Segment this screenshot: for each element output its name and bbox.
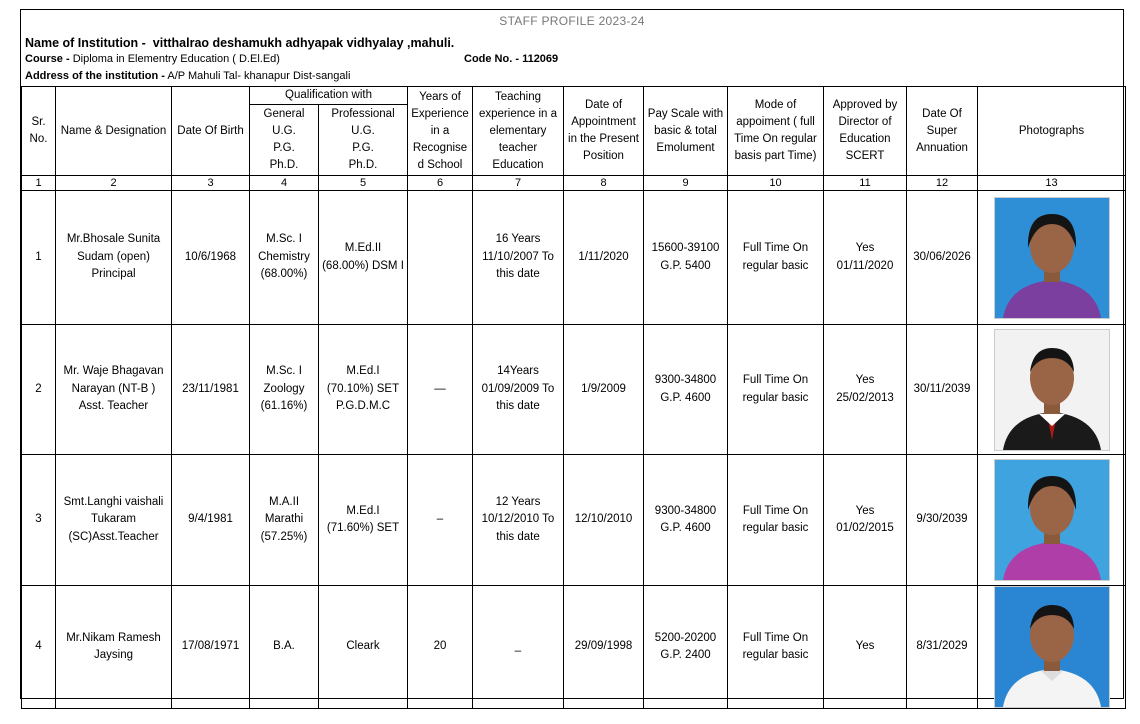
teaching-experience-line: this date — [496, 268, 540, 281]
person-photo-icon — [994, 586, 1110, 708]
years-experience — [408, 325, 473, 455]
superannuation-date — [907, 586, 978, 709]
sr-number-line: 2 — [35, 382, 42, 395]
appointment-mode-line: Full Time On — [742, 504, 809, 517]
sr-number — [22, 325, 56, 455]
general-qualification — [250, 455, 319, 586]
column-number: 10 — [728, 176, 824, 191]
general-qualification-line: (57.25%) — [260, 530, 308, 543]
general-qualification-line: M.Sc. I — [266, 233, 302, 246]
appointment-mode — [728, 455, 824, 586]
teaching-experience-line: 14Years — [497, 365, 539, 378]
professional-qualification-line: P.G.D.M.C — [335, 400, 391, 413]
years-experience-line: – — [436, 513, 444, 526]
professional-qualification-line: (70.10%) SET — [326, 382, 400, 395]
general-qualification — [250, 325, 319, 455]
column-number: 7 — [473, 176, 564, 191]
photograph-cell — [978, 325, 1126, 455]
photograph-cell — [978, 586, 1126, 709]
header-appointment: Date of Appointment in the Present Position — [564, 87, 644, 176]
professional-qualification — [319, 586, 408, 709]
sr-number — [22, 586, 56, 709]
general-qualification-line: B.A. — [273, 640, 295, 653]
appointment-date-line: 1/9/2009 — [581, 382, 626, 395]
header-general: General U.G. P.G. Ph.D. — [250, 105, 319, 176]
approval-line: Yes — [855, 640, 875, 653]
approval — [824, 191, 907, 325]
name-designation-line: Principal — [91, 268, 136, 281]
name-designation — [56, 191, 172, 325]
teaching-experience-line: 16 Years — [495, 233, 541, 246]
table-row — [22, 455, 1126, 586]
years-experience-line: — — [434, 382, 446, 395]
date-of-birth — [172, 455, 250, 586]
general-qualification-line: (68.00%) — [260, 268, 308, 281]
date-of-birth-line: 17/08/1971 — [181, 640, 240, 653]
general-qualification-line: M.A.II — [268, 495, 300, 508]
column-number: 4 — [250, 176, 319, 191]
header-pay: Pay Scale with basic & total Emolument — [644, 87, 728, 176]
course-label: Course - — [25, 53, 70, 65]
appointment-date-line: 12/10/2010 — [574, 513, 633, 526]
name-designation-line: Mr.Bhosale Sunita — [66, 233, 161, 246]
sheet-title: STAFF PROFILE 2023-24 — [499, 14, 645, 28]
superannuation-date — [907, 191, 978, 325]
column-number: 13 — [978, 176, 1126, 191]
column-number: 5 — [319, 176, 408, 191]
approval-line: Yes — [855, 374, 875, 386]
appointment-mode-line: Full Time On — [742, 631, 809, 644]
appointment-mode — [728, 325, 824, 455]
address-line — [25, 70, 350, 82]
table-row — [22, 191, 1126, 325]
general-qualification-line: M.Sc. I — [266, 365, 302, 378]
approval-line: 01/11/2020 — [836, 259, 894, 272]
staff-profile-sheet — [20, 9, 1124, 699]
teaching-experience-line: 11/10/2007 To — [482, 250, 554, 263]
general-qualification-line: Marathi — [264, 513, 304, 526]
teaching-experience-line: this date — [496, 530, 540, 543]
person-photo-icon — [994, 197, 1110, 319]
pay-scale-line: G.P. 5400 — [660, 259, 711, 272]
appointment-date — [564, 455, 644, 586]
header-photos: Photographs — [978, 87, 1126, 176]
person-photo-icon — [994, 329, 1110, 451]
code-line — [464, 53, 558, 65]
header-sr: Sr. No. — [22, 87, 56, 176]
column-number: 12 — [907, 176, 978, 191]
professional-qualification-line: Cleark — [346, 640, 380, 653]
appointment-date — [564, 325, 644, 455]
teaching-experience — [473, 586, 564, 709]
pay-scale — [644, 586, 728, 709]
header-qualification: Qualification with — [250, 87, 408, 105]
appointment-mode-line: regular basic — [742, 391, 809, 404]
pay-scale — [644, 455, 728, 586]
name-designation-line: Mr.Nikam Ramesh — [66, 631, 161, 644]
pay-scale-line: 15600-39100 — [651, 242, 720, 254]
teaching-experience-line: 12 Years — [495, 495, 541, 508]
appointment-mode-line: regular basic — [742, 259, 809, 272]
table-row — [22, 325, 1126, 455]
column-number: 3 — [172, 176, 250, 191]
header-mode: Mode of appoiment ( full Time On regular basis part Time) — [728, 87, 824, 176]
column-number: 9 — [644, 176, 728, 191]
sr-number — [22, 191, 56, 325]
pay-scale-line: 9300-34800 — [654, 374, 717, 386]
name-designation-line: Mr. Waje Bhagavan — [63, 365, 164, 378]
teaching-experience — [473, 191, 564, 325]
approval — [824, 325, 907, 455]
professional-qualification-line: M.Ed.I — [346, 504, 380, 517]
pay-scale-line: G.P. 2400 — [660, 649, 711, 661]
superannuation-date-line: 30/11/2039 — [913, 382, 971, 395]
header-super: Date Of Super Annuation — [907, 87, 978, 176]
appointment-mode — [728, 586, 824, 709]
general-qualification-line: Chemistry — [258, 250, 310, 263]
photograph-cell — [978, 455, 1126, 586]
staff-table — [21, 86, 1126, 709]
name-designation-line: Sudam (open) — [77, 250, 150, 263]
column-number: 6 — [408, 176, 473, 191]
column-number-row — [22, 176, 1126, 191]
professional-qualification — [319, 191, 408, 325]
approval-line: 01/02/2015 — [836, 522, 894, 534]
appointment-date-line: 29/09/1998 — [574, 640, 633, 653]
institution-name: vitthalrao deshamukh adhyapak vidhyalay ,mahuli. — [152, 36, 455, 50]
professional-qualification-line: M.Ed.II — [344, 242, 382, 254]
column-number: 1 — [22, 176, 56, 191]
sr-number-line: 3 — [35, 513, 42, 526]
header-dob: Date Of Birth — [172, 87, 250, 176]
approval-line: Yes — [855, 504, 875, 517]
address-value: A/P Mahuli Tal- khanapur Dist-sangali — [167, 70, 351, 82]
date-of-birth-line: 9/4/1981 — [188, 513, 233, 526]
appointment-date — [564, 191, 644, 325]
teaching-experience-line: 01/09/2009 To — [481, 382, 555, 395]
superannuation-date-line: 9/30/2039 — [916, 513, 968, 526]
address-label: Address of the institution - — [25, 70, 165, 82]
professional-qualification — [319, 455, 408, 586]
years-experience — [408, 586, 473, 709]
sr-number-line: 4 — [35, 640, 42, 653]
person-photo-icon — [994, 459, 1110, 581]
approval — [824, 455, 907, 586]
header-name: Name & Designation — [56, 87, 172, 176]
professional-qualification-line: (68.00%) DSM I — [322, 259, 404, 272]
sr-number-line: 1 — [35, 250, 42, 263]
superannuation-date — [907, 325, 978, 455]
pay-scale — [644, 325, 728, 455]
date-of-birth-line: 23/11/1981 — [182, 382, 239, 395]
name-designation-line: (SC)Asst.Teacher — [68, 530, 159, 543]
name-designation-line: Smt.Langhi vaishali — [63, 495, 164, 508]
superannuation-date-line: 30/06/2026 — [913, 250, 971, 263]
name-designation — [56, 325, 172, 455]
professional-qualification-line: M.Ed.I — [346, 365, 380, 378]
code-value: 112069 — [522, 53, 559, 65]
appointment-mode-line: Full Time On — [742, 374, 809, 386]
appointment-mode — [728, 191, 824, 325]
pay-scale-line: 5200-20200 — [654, 631, 717, 644]
institution-line — [25, 36, 454, 50]
general-qualification-line: (61.16%) — [260, 400, 308, 413]
teaching-experience-line: 10/12/2010 To — [481, 513, 555, 526]
header-approved: Approved by Director of Education SCERT — [824, 87, 907, 176]
professional-qualification-line: (71.60%) SET — [326, 522, 400, 534]
appointment-date-line: 1/11/2020 — [578, 250, 629, 263]
approval — [824, 586, 907, 709]
header-years: Years of Experience in a Recognise d School — [408, 87, 473, 176]
appointment-mode-line: regular basic — [742, 522, 809, 534]
date-of-birth-line: 10/6/1968 — [184, 250, 237, 263]
course-line — [25, 53, 280, 65]
table-row — [22, 586, 1126, 709]
approval-line: Yes — [855, 242, 875, 254]
date-of-birth — [172, 325, 250, 455]
code-label: Code No. - — [464, 53, 519, 65]
name-designation-line: Asst. Teacher — [78, 400, 149, 413]
date-of-birth — [172, 191, 250, 325]
header-teaching: Teaching experience in a elementary teacher Education — [473, 87, 564, 176]
teaching-experience-line: this date — [496, 400, 540, 413]
header-professional: Professional U.G. P.G. Ph.D. — [319, 105, 408, 176]
sr-number — [22, 455, 56, 586]
pay-scale-line: 9300-34800 — [654, 504, 717, 517]
approval-line: 25/02/2013 — [836, 391, 894, 404]
general-qualification — [250, 586, 319, 709]
teaching-experience-line: _ — [514, 640, 522, 653]
name-designation — [56, 586, 172, 709]
name-designation-line: Jaysing — [94, 649, 133, 661]
name-designation-line: Narayan (NT-B ) — [71, 382, 156, 395]
column-number: 11 — [824, 176, 907, 191]
photograph-cell — [978, 191, 1126, 325]
general-qualification-line: Zoology — [263, 382, 305, 395]
column-number: 8 — [564, 176, 644, 191]
superannuation-date-line: 8/31/2029 — [916, 640, 968, 653]
appointment-mode-line: Full Time On — [742, 242, 809, 254]
column-number: 2 — [56, 176, 172, 191]
years-experience — [408, 191, 473, 325]
pay-scale-line: G.P. 4600 — [660, 391, 711, 404]
institution-label: Name of Institution - — [25, 36, 146, 50]
professional-qualification — [319, 325, 408, 455]
appointment-mode-line: regular basic — [742, 649, 809, 661]
name-designation — [56, 455, 172, 586]
pay-scale-line: G.P. 4600 — [660, 522, 711, 534]
years-experience — [408, 455, 473, 586]
superannuation-date — [907, 455, 978, 586]
date-of-birth — [172, 586, 250, 709]
course-value: Diploma in Elementry Education ( D.El.Ed) — [72, 53, 280, 65]
pay-scale — [644, 191, 728, 325]
teaching-experience — [473, 325, 564, 455]
general-qualification — [250, 191, 319, 325]
appointment-date — [564, 586, 644, 709]
teaching-experience — [473, 455, 564, 586]
years-experience-line: 20 — [433, 640, 447, 653]
name-designation-line: Tukaram — [91, 513, 136, 526]
